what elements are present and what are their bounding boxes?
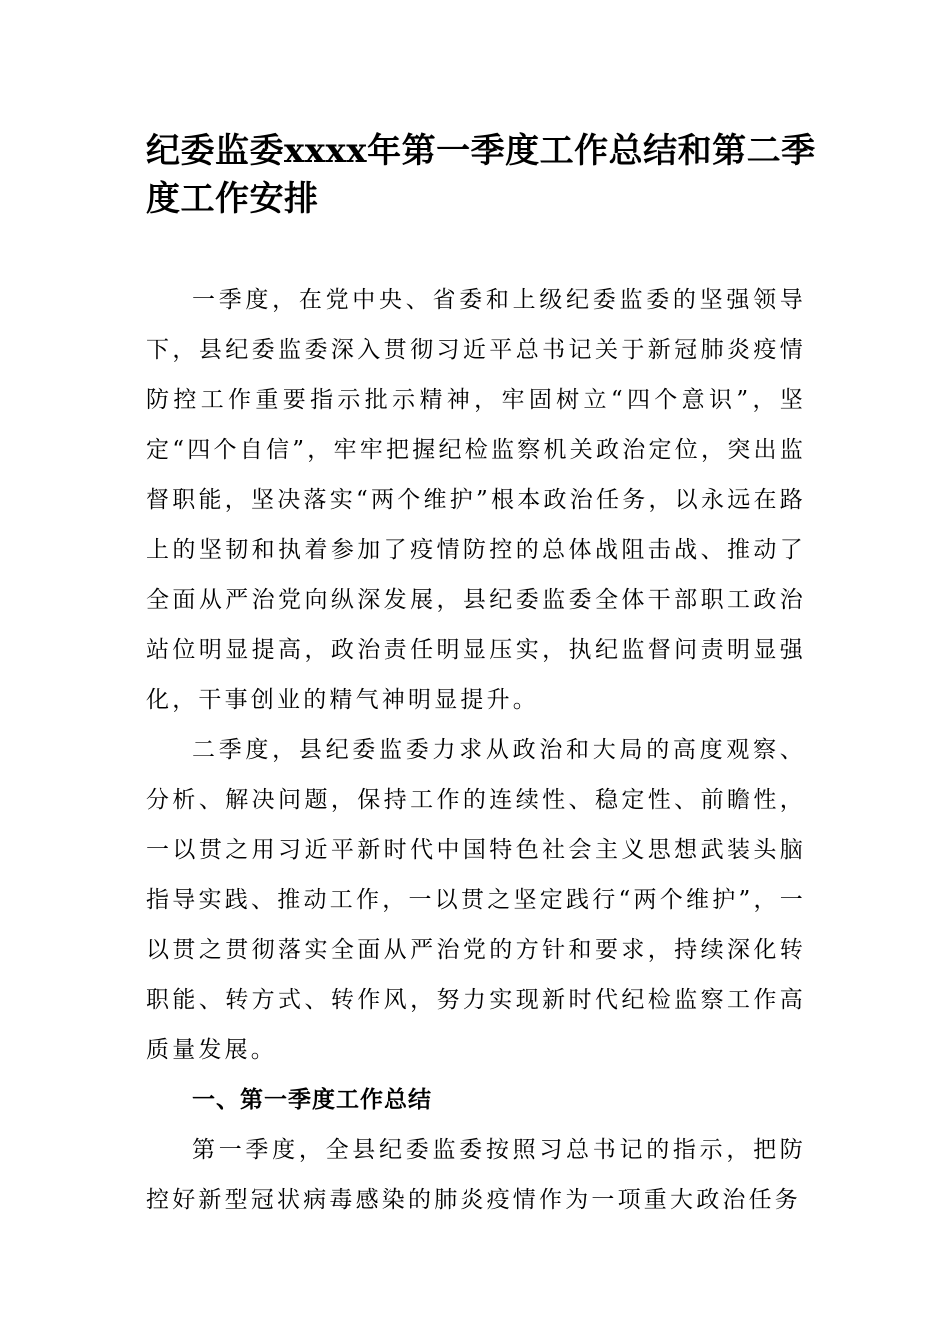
body-paragraph-second-quarter-plan: 二季度，县纪委监委力求从政治和大局的高度观察、分析、解决问题，保持工作的连续性、稳定性、前瞻性，一以贯之用习近平新时代中国特色社会主义思想武装头脑指导实践、推动工作，一以贯之坚定践行“两个维护”，一以贯之贯彻落实全面从严治党的方针和要求，持续深化转职能、转方式、转作风，努力实现新时代纪检监察工作高质量发展。 <box>146 737 806 1063</box>
body-paragraph-first-quarter-review: 一季度，在党中央、省委和上级纪委监委的坚强领导下，县纪委监委深入贯彻习近平总书记关于新冠肺炎疫情防控工作重要指示批示精神，牢固树立“四个意识”，坚定“四个自信”，牢牢把握纪检监察机关政治定位，突出监督职能，坚决落实“两个维护”根本政治任务，以永远在路上的坚韧和执着参加了疫情防控的总体战阻击战、推动了全面从严治党向纵深发展，县纪委监委全体干部职工政治站位明显提高，政治责任明显压实，执纪监督问责明显强化，干事创业的精气神明显提升。 <box>146 287 806 713</box>
section-heading: 一、第一季度工作总结 <box>192 1087 432 1113</box>
document-body <box>146 275 806 1225</box>
document-title: 纪委监委xxxx年第一季度工作总结和第二季度工作安排 <box>146 131 816 219</box>
section-paragraph: 第一季度，全县纪委监委按照习总书记的指示，把防控好新型冠状病毒感染的肺炎疫情作为一项重大政治任务 <box>146 1137 806 1213</box>
